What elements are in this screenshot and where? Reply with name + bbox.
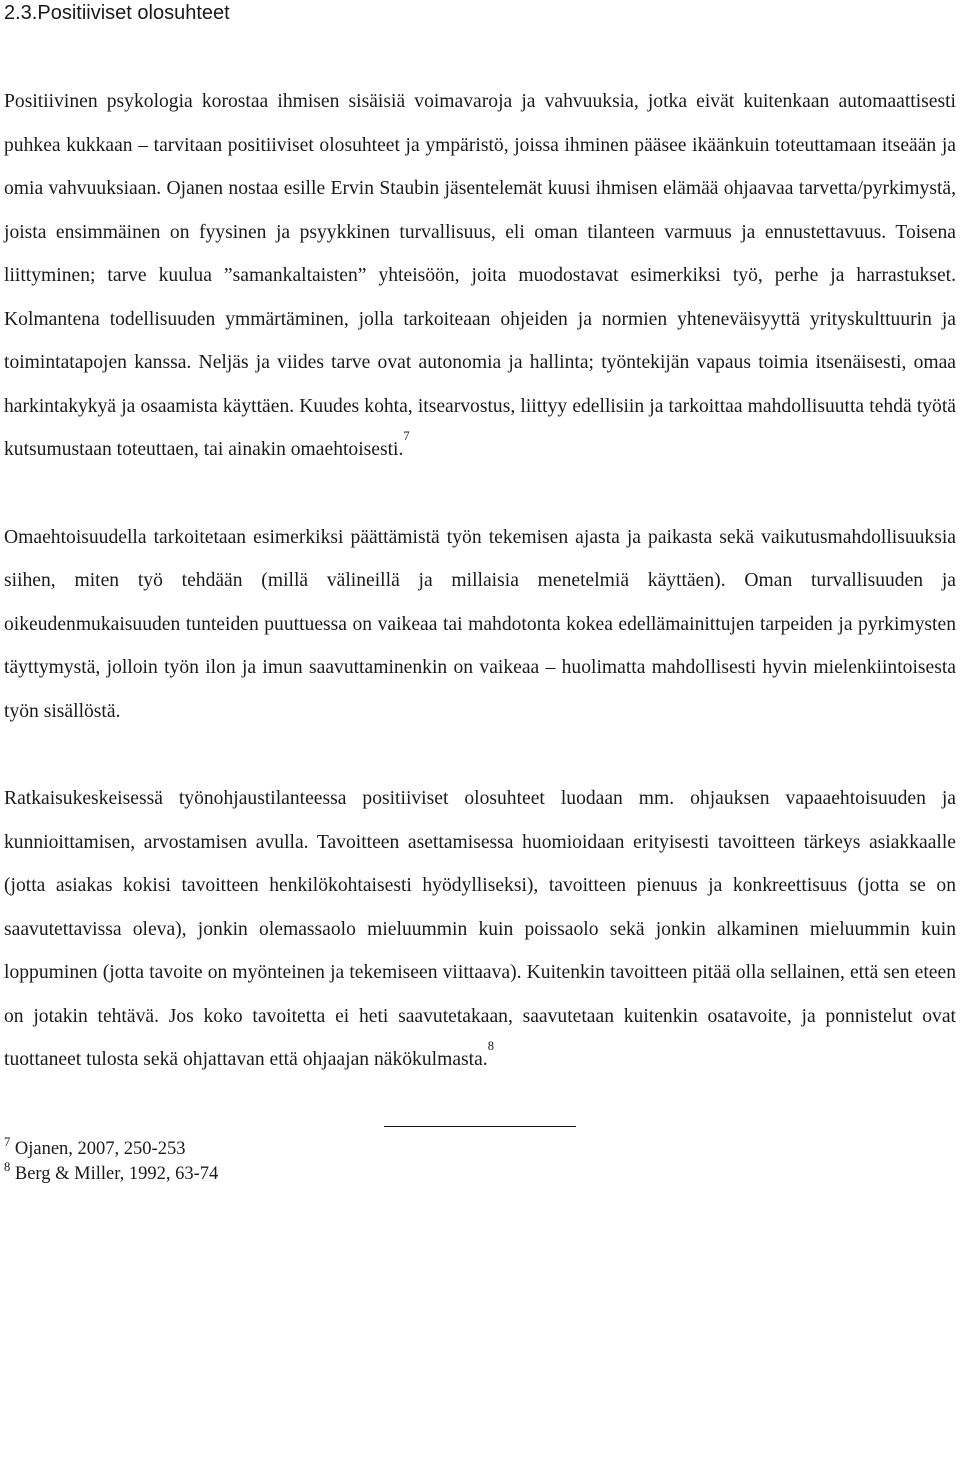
- footnote-7: [4, 1134, 956, 1162]
- footnote-8: [4, 1159, 956, 1187]
- paragraph-2-text: Omaehtoisuudella tarkoitetaan esimerkiksi päättämistä työn tekemisen ajasta ja paikasta sekä vaikutusmahdollisuuksia siihen, miten työ tehdään (millä välineillä ja millaisia menetelmiä käyttäen). Oman turvallisuuden ja oikeudenmukaisuuden tunteiden puuttuessa on vaikeaa tai mahdotonta kokea edellämainittujen tarpeiden ja pyrkimysten täyttymystä, jolloin työn ilon ja imun saavuttaminenkin on vaikeaa – huolimatta mahdollisesti hyvin mielenkiintoisesta työn sisällöstä.: [4, 526, 956, 722]
- section-title: 2.3.Positiiviset olosuhteet: [4, 2, 230, 24]
- paragraph-2: [4, 516, 956, 734]
- paragraph-3-text: Ratkaisukeskeisessä työnohjaustilanteessa positiiviset olosuhteet luodaan mm. ohjauksen vapaaehtoisuuden ja kunnioittamisen, arvostamisen avulla. Tavoitteen asettamisessa huomioidaan erityisesti tavoitteen tärkeys asiakkaalle (jotta asiakas kokisi tavoitteen henkilökohtaisesti hyödylliseksi), tavoitteen pienuus ja konkreettisuus (jotta se on saavutettavissa oleva), jonkin olemassaolo mieluummin kuin poissaolo sekä jonkin alkaminen mieluummin kuin loppuminen (jotta tavoite on myönteinen ja tekemiseen viittaava). Kuitenkin tavoitteen pitää olla sellainen, että sen eteen on jotakin tehtävä. Jos koko tavoitetta ei heti saavutetakaan, saavutetaan kuitenkin osatavoite, ja ponnistelut ovat tuottaneet tulosta sekä ohjattavan että ohjaajan näkökulmasta.: [4, 788, 956, 1070]
- footnotes: [4, 1134, 956, 1187]
- document-page: [4, 0, 956, 1187]
- paragraph-3: [4, 777, 956, 1082]
- footnote-number: 7: [4, 1134, 11, 1149]
- footnote-ref-8: 8: [487, 1039, 494, 1053]
- footnote-text: Ojanen, 2007, 250-253: [14, 1138, 186, 1159]
- footnote-number: 8: [4, 1159, 11, 1174]
- paragraph-1: [4, 80, 956, 472]
- footnote-ref-7: 7: [403, 429, 410, 443]
- footnote-divider: [384, 1126, 576, 1127]
- footnote-text: Berg & Miller, 1992, 63-74: [14, 1163, 219, 1184]
- paragraph-1-text: Positiivinen psykologia korostaa ihmisen sisäisiä voimavaroja ja vahvuuksia, jotka eivät kuitenkaan automaattisesti puhkea kukkaan – tarvitaan positiiviset olosuhteet ja ympäristö, joissa ihminen pääsee ikäänkuin toteuttamaan itseään ja omia vahvuuksiaan. Ojanen nostaa esille Ervin Staubin jäsentelemät kuusi ihmisen elämää ohjaavaa tarvetta/pyrkimystä, joista ensimmäinen on fyysinen ja psyykkinen turvallisuus, eli oman tilanteen varmuus ja ennustettavuus. Toisena liittyminen; tarve kuulua ”samankaltaisten” yhteisöön, joita muodostavat esimerkiksi työ, perhe ja harrastukset. Kolmantena todellisuuden ymmärtäminen, jolla tarkoiteaan ohjeiden ja normien yhteneväisyyttä yrityskulttuurin ja toimintatapojen kanssa. Neljäs ja viides tarve ovat autonomia ja hallinta; työntekijän vapaus toimia itsenäisesti, omaa harkintakykyä ja osaamista käyttäen. Kuudes kohta, itsearvostus, liittyy edellisiin ja tarkoittaa mahdollisuutta tehdä työtä kutsumustaan toteuttaen, tai ainakin omaehtoisesti.: [4, 91, 956, 460]
